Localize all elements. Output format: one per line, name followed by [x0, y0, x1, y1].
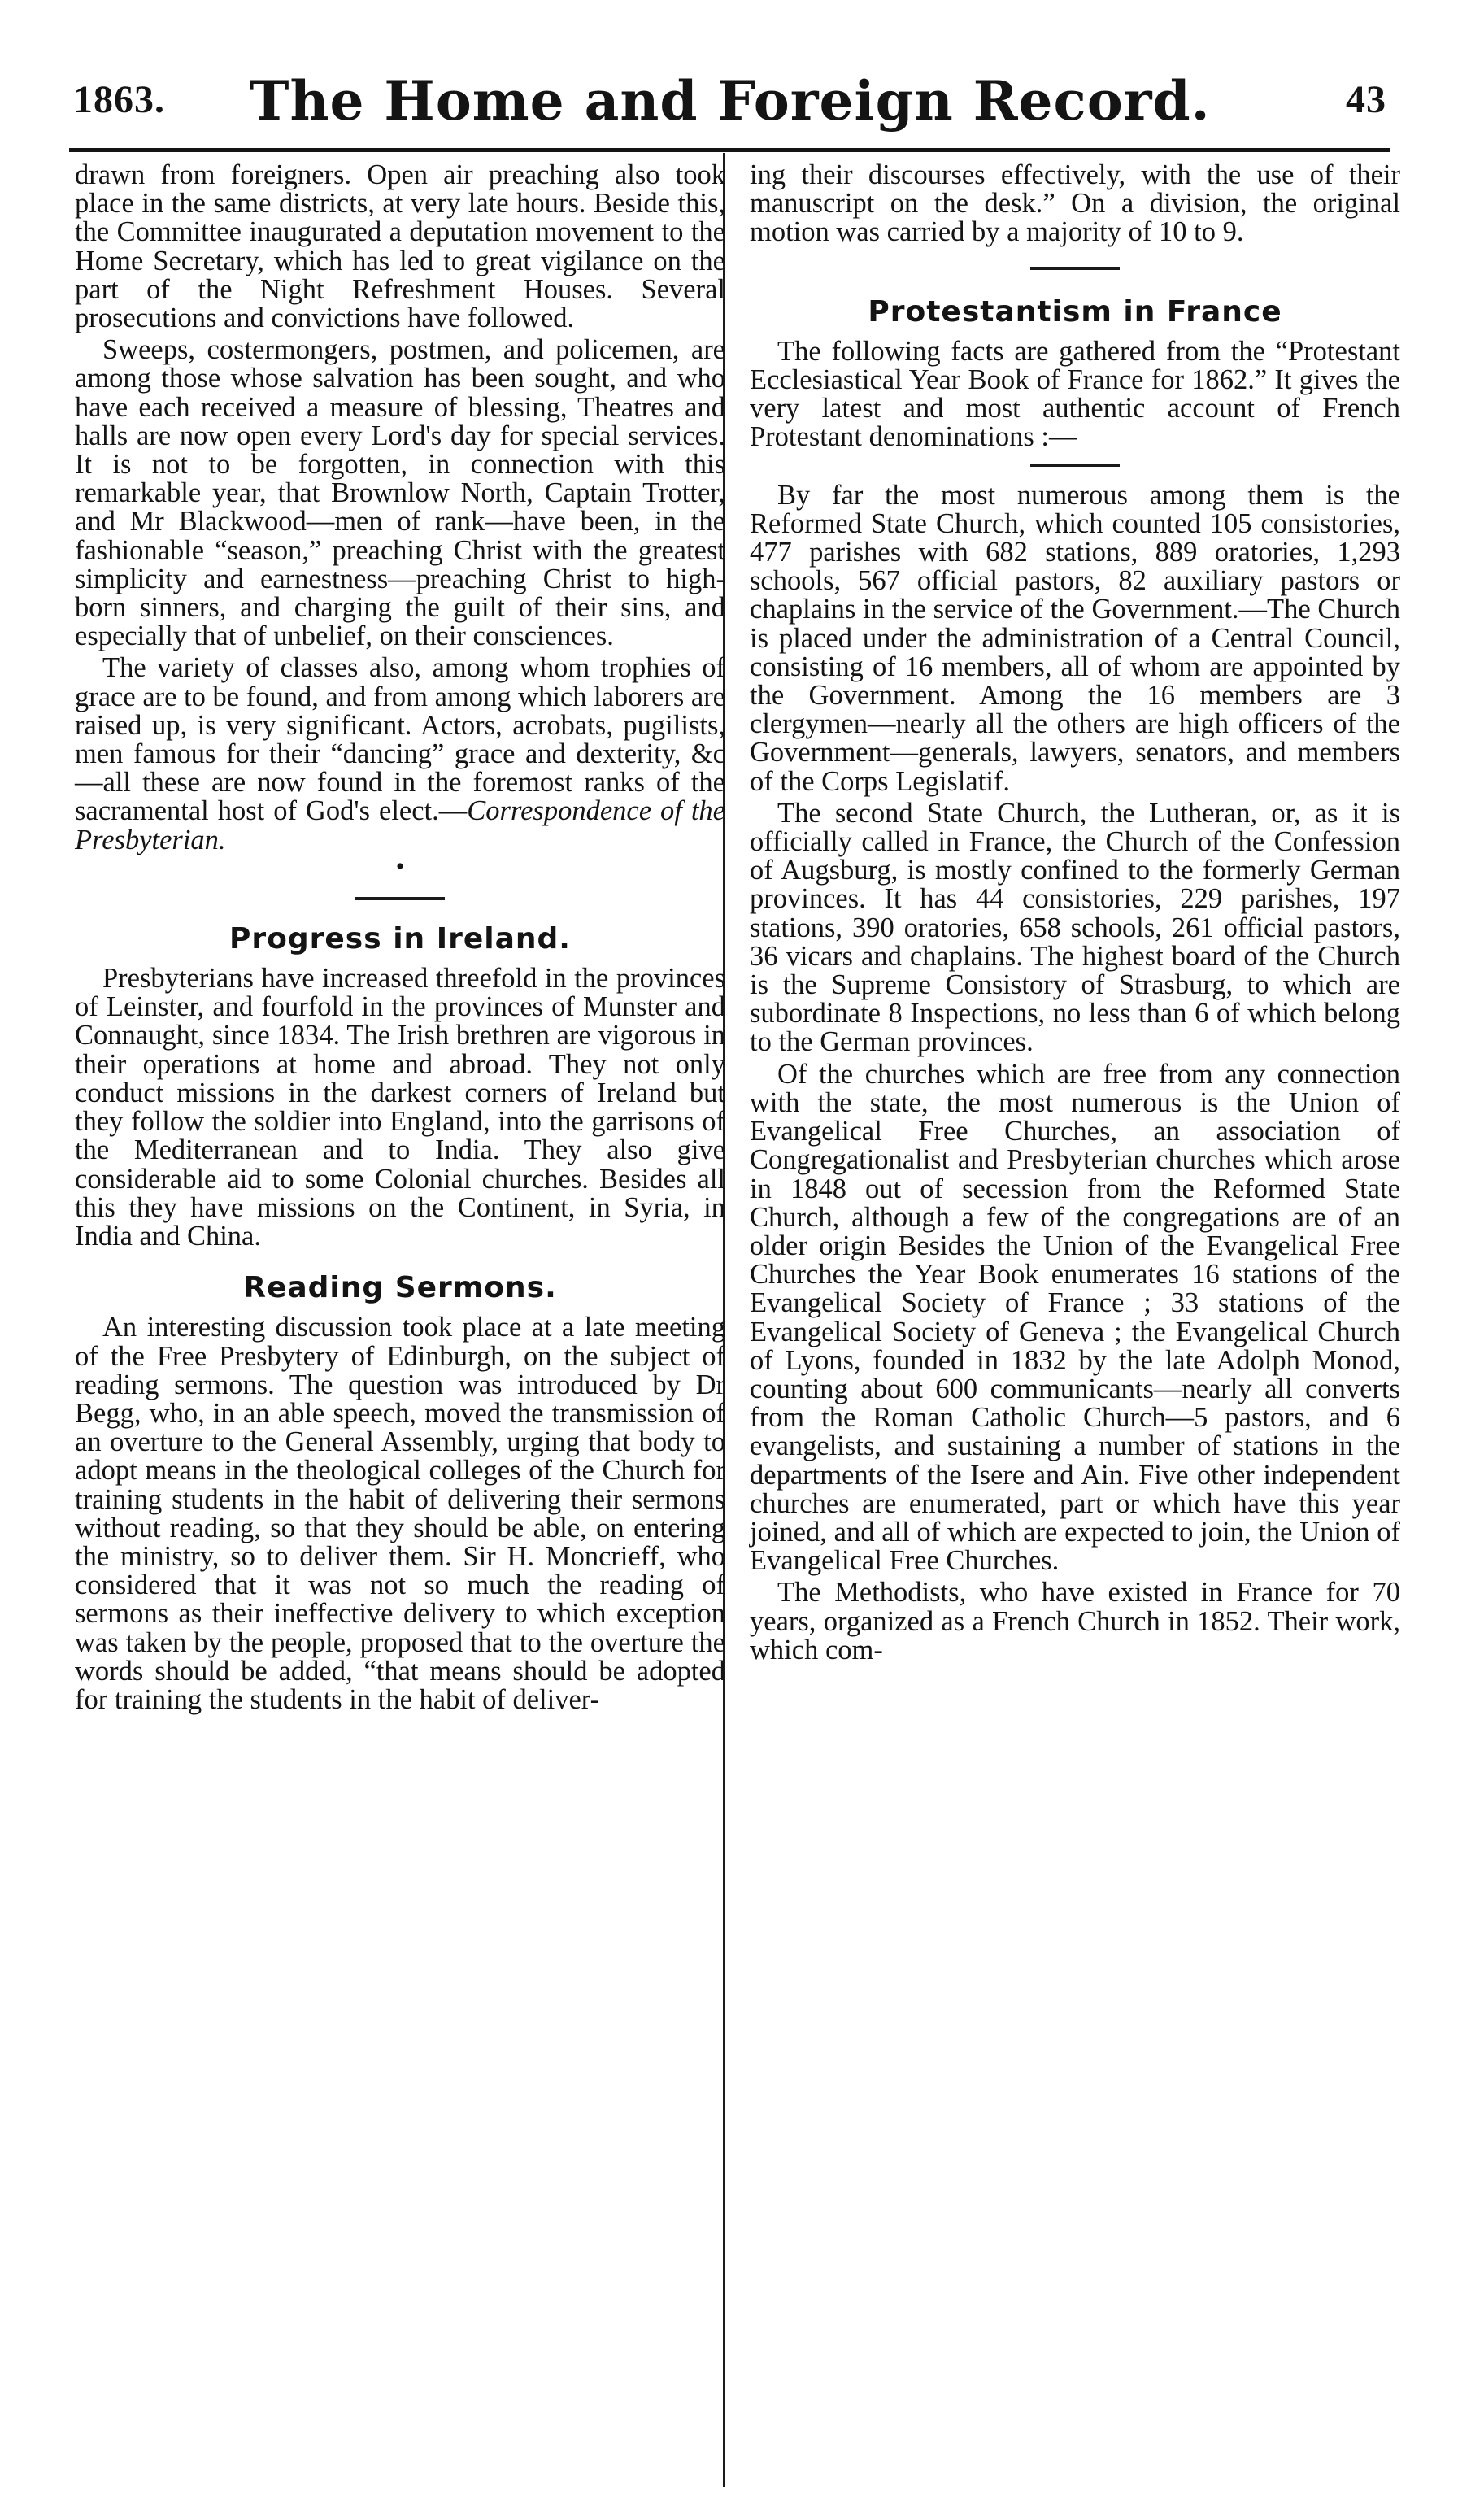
paragraph-free-churches: Of the churches which are free from any connection with the state, the most numerous is the Union of Evangelical Free Churches, an association of Congregationalist and Presbyterian churches which arose in 1848 out of secession from the Reformed State Church, although a few of the congregations are of an older origin Besides the Union of the Evangelical Free Churches the Year Book enumerates 16 stations of the Evangelical Society of France ; 33 stations of the Evangelical Society of Geneva ; the Evangelical Church of Lyons, founded in 1832 by the late Adolph Monod, counting about 600 communicants—nearly all converts from the Roman Catholic Church—5 pastors, and 6 evangelists, and sustaining a number of stations in the departments of the Isere and Ain. Five other independent churches are enumerated, part or which have this year joined, and all of which are expected to join, the Union of Evangelical Free Churches.	[750, 1058, 1400, 1577]
heading-reading-sermons: Reading Sermons.	[243, 1271, 557, 1305]
paragraph-lutheran-church: The second State Church, the Lutheran, or, as it is officially called in France, the Church of the Confession of Augsburg, is mostly confined to the formerly German provinces. It has 44 consistories, 229 parishes, 197 stations, 390 oratories, 658 schools, 261 official pastors, 36 vicars and chaplains. The highest board of the Church is the Supreme Consistory of Strasburg, to which are subordinate 8 Inspections, no less than 6 of which belong to the German provinces.	[750, 797, 1400, 1058]
section-rule-france	[1030, 267, 1120, 270]
paragraph-continued-right: ing their discourses effectively, with the use of their manuscript on the desk.” On a division, the original motion was carried by a majority of 10 to 9.	[750, 159, 1400, 248]
paragraph-methodists: The Methodists, who have existed in France for 70 years, organized as a French Church in 1852. Their work, which com-	[750, 1577, 1400, 1665]
paragraph-variety-source: Correspondence of the Presbyterian.	[75, 795, 725, 855]
left-column	[75, 161, 725, 1717]
header-title: The Home and Foreign Record.	[249, 69, 1211, 133]
paragraph-france-intro: The following facts are gathered from the “Protestant Ecclesiastical Year Book of France for 1862.” It gives the very latest and most authentic account of French Protestant denominations :—	[750, 335, 1400, 453]
heading-progress-in-ireland: Progress in Ireland.	[229, 921, 571, 956]
section-rule-ireland	[355, 897, 445, 900]
header-page-number: 43	[1346, 78, 1386, 121]
paragraph-variety	[75, 654, 725, 854]
heading-protestantism-in-france: Protestantism in France	[868, 294, 1282, 329]
paragraph-sweeps: Sweeps, costermongers, postmen, and policemen, are among those whose salvation has been sought, and who have each received a measure of blessing, Theatres and halls are now open every Lord's day for special services. It is not to be forgotten, in connection with this remarkable year, that Brownlow North, Captain Trotter, and Mr Blackwood—men of rank—have been, in the fashionable “season,” preaching Christ with the greatest simplicity and earnestness—preaching Christ to high-born sinners, and charging the guilt of their sins, and especially that of unbelief, on their consciences.	[75, 334, 725, 652]
right-column	[750, 161, 1400, 1668]
paragraph-variety-text: The variety of classes also, among whom trophies of grace are to be found, and from among which laborers are raised up, is very significant. Actors, acrobats, pugilists, men famous for their “dancing” grace and dexterity, &c—all these are now found in the foremost ranks of the sacramental host of God's elect.—	[75, 652, 725, 827]
ornament-dot: •	[395, 852, 405, 880]
paragraph-reformed-church: By far the most numerous among them is the Reformed State Church, which counted 105 consistories, 477 parishes with 682 stations, 889 oratories, 1,293 schools, 567 official pastors, 82 auxiliary pastors or chaplains in the service of the Government.—The Church is placed under the administration of a Central Council, consisting of 16 members, all of whom are appointed by the Government. Among the 16 members are 3 clergymen—nearly all the others are high officers of the Government—generals, lawyers, senators, and members of the Corps Legislatif.	[750, 479, 1400, 797]
section-rule-france-body	[1030, 464, 1120, 467]
paragraph-ireland: Presbyterians have increased threefold in the provinces of Leinster, and fourfold in the provinces of Munster and Connaught, since 1834. The Irish brethren are vigorous in their operations at home and abroad. They not only conduct missions in the darkest corners of Ireland but they follow the soldier into England, into the garrisons of the Mediterranean and to India. They also give considerable aid to some Colonial churches. Besides all this they have missions on the Continent, in Syria, in India and China.	[75, 963, 725, 1252]
paragraph-sermons: An interesting discussion took place at a late meeting of the Free Presbytery of Edinburgh, on the subject of reading sermons. The question was introduced by Dr Begg, who, in an able speech, moved the transmission of an overture to the General Assembly, urging that body to adopt means in the theological colleges of the Church for training students in the habit of delivering their sermons without reading, so that they should be able, on entering the ministry, so to deliver them. Sir H. Moncrieff, who considered that it was not so much the reading of sermons as their ineffective delivery to which exception was taken by the people, proposed that to the overture the words should be added, “that means should be adopted for training the students in the habit of deliver-	[75, 1312, 725, 1715]
header-rule	[69, 148, 1390, 152]
running-header	[73, 69, 1386, 142]
paragraph-continued-left: drawn from foreigners. Open air preaching also took place in the same districts, at very late hours. Beside this, the Committee inaugurated a deputation movement to the Home Secretary, which has led to great vigilance on the part of the Night Refreshment Houses. Several prosecutions and convictions have followed.	[75, 159, 725, 334]
header-year: 1863.	[73, 78, 165, 121]
